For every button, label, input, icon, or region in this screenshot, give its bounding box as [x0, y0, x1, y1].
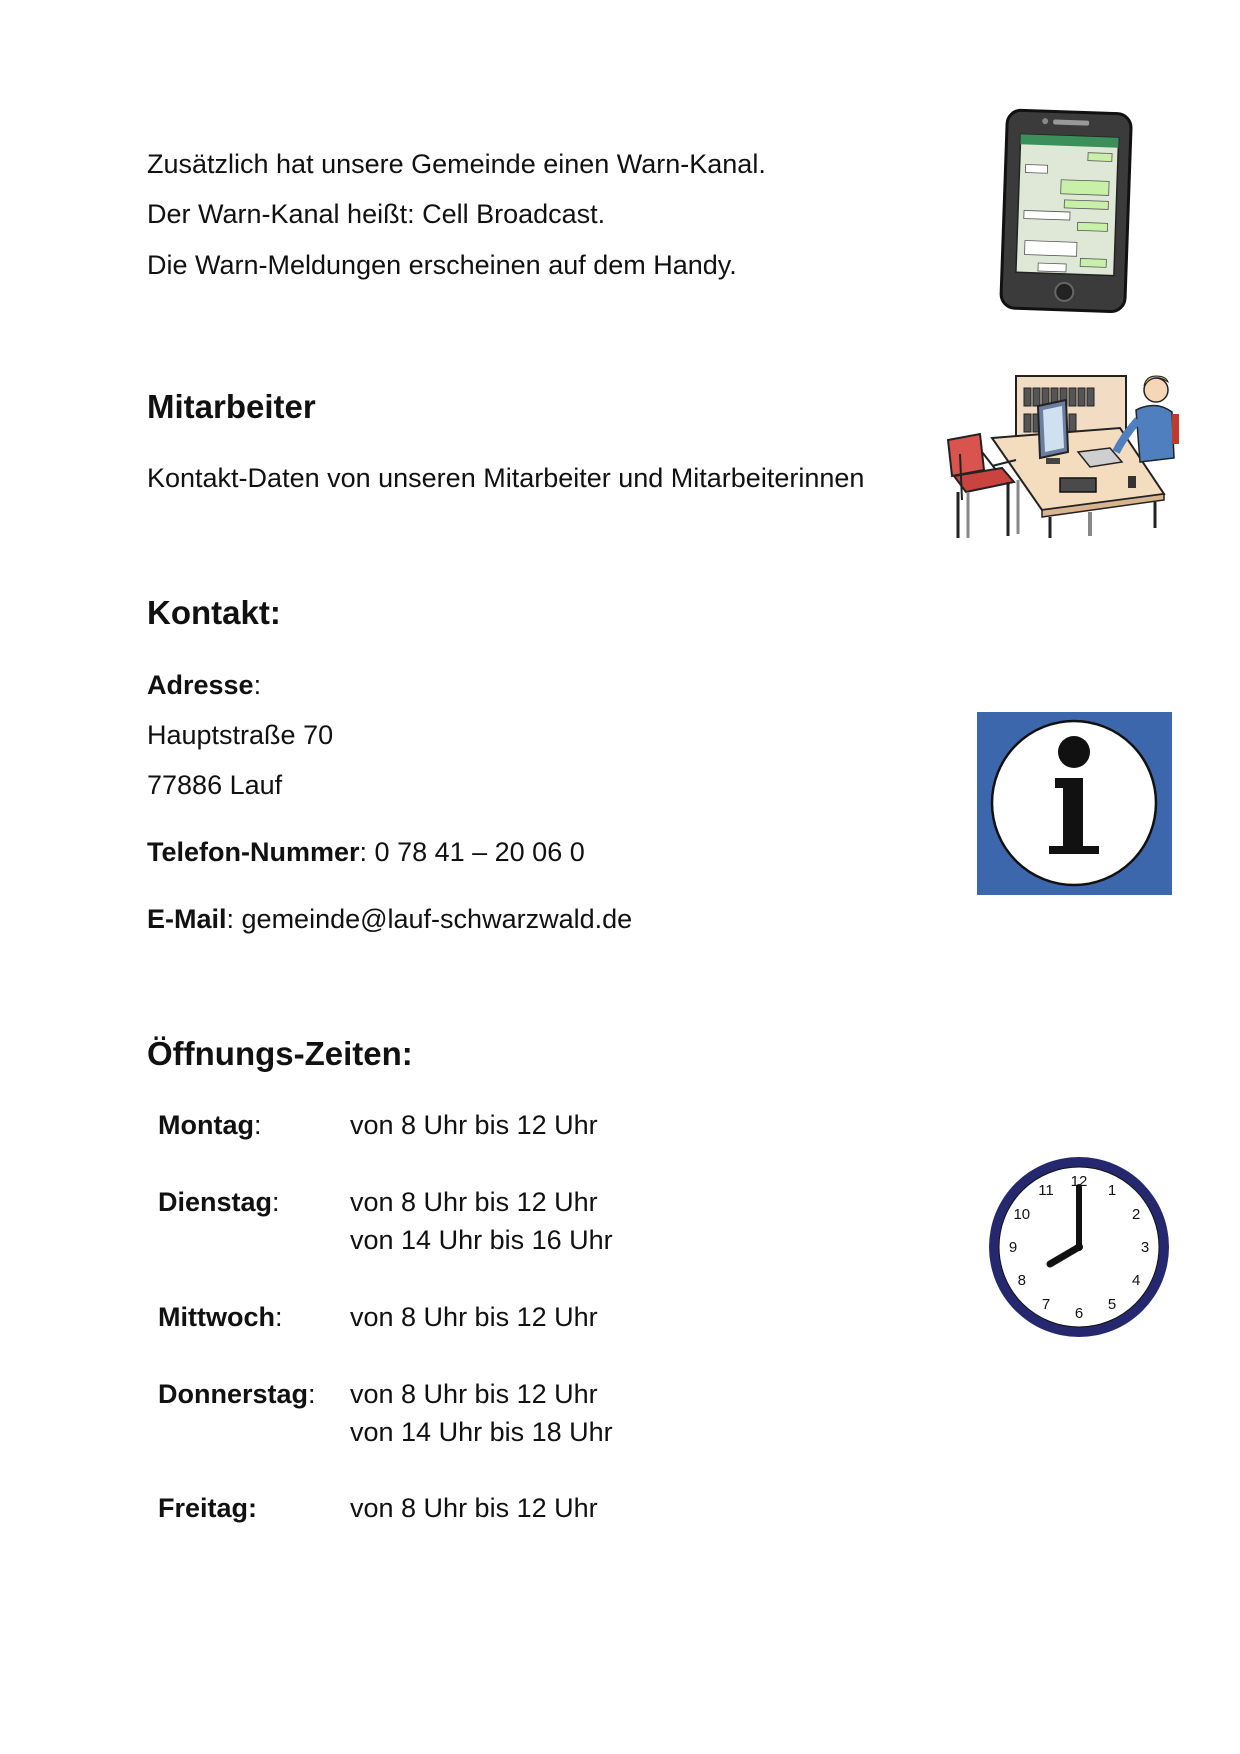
- email-label: E-Mail: [147, 904, 227, 934]
- email-address: gemeinde@lauf-schwarzwald.de: [241, 904, 633, 934]
- clock-number: 11: [1038, 1181, 1054, 1199]
- phone-label: Telefon-Nummer: [147, 837, 360, 867]
- clock-number: 10: [1013, 1206, 1031, 1223]
- phone-line: Telefon-Nummer: 0 78 41 – 20 06 0: [147, 837, 585, 867]
- times-thursday: von 8 Uhr bis 12 Uhr von 14 Uhr bis 18 Uhr: [350, 1379, 613, 1447]
- info-icon: [977, 712, 1172, 895]
- day-friday: Freitag:: [158, 1493, 258, 1523]
- office-worker-icon: [940, 370, 1180, 540]
- intro-line-3: Die Warn-Meldungen erscheinen auf dem Handy.: [147, 250, 737, 280]
- day-thursday: Donnerstag:: [158, 1379, 316, 1409]
- staff-heading: Mitarbeiter: [147, 388, 316, 425]
- clock-number: 7: [1041, 1296, 1051, 1314]
- smartphone-icon: [998, 108, 1138, 318]
- email-line: E-Mail: gemeinde@lauf-schwarzwald.de: [147, 904, 633, 934]
- clock-number: 4: [1132, 1272, 1141, 1289]
- times-friday: von 8 Uhr bis 12 Uhr: [350, 1493, 598, 1523]
- phone-number: 0 78 41 – 20 06 0: [374, 837, 585, 867]
- clock-number: 2: [1132, 1206, 1141, 1223]
- clock-number: 9: [1008, 1239, 1018, 1256]
- day-wednesday: Mittwoch:: [158, 1302, 283, 1332]
- intro-line-1: Zusätzlich hat unsere Gemeinde einen Warn-Kanal.: [147, 149, 766, 179]
- day-monday: Montag:: [158, 1110, 262, 1140]
- intro-line-2: Der Warn-Kanal heißt: Cell Broadcast.: [147, 199, 606, 229]
- address-label: Adresse: [147, 670, 254, 700]
- address-street: Hauptstraße 70: [147, 720, 334, 750]
- clock-number: 8: [1017, 1272, 1026, 1289]
- address-line: Adresse:: [147, 670, 262, 700]
- clock-number: 1: [1107, 1181, 1117, 1199]
- day-tuesday: Dienstag:: [158, 1187, 280, 1217]
- times-monday: von 8 Uhr bis 12 Uhr: [350, 1110, 598, 1140]
- times-wednesday: von 8 Uhr bis 12 Uhr: [350, 1302, 598, 1332]
- contact-heading: Kontakt:: [147, 594, 281, 631]
- clock-number: 12: [1070, 1173, 1088, 1190]
- times-tuesday: von 8 Uhr bis 12 Uhr von 14 Uhr bis 16 Uhr: [350, 1187, 613, 1255]
- address-city: 77886 Lauf: [147, 770, 283, 800]
- clock-icon: [985, 1153, 1173, 1341]
- clock-number: 3: [1140, 1239, 1150, 1256]
- clock-number: 5: [1107, 1296, 1117, 1314]
- staff-text: Kontakt-Daten von unseren Mitarbeiter und Mitarbeiterinnen: [147, 463, 865, 493]
- clock-number: 6: [1074, 1305, 1084, 1322]
- hours-heading: Öffnungs-Zeiten:: [147, 1035, 413, 1072]
